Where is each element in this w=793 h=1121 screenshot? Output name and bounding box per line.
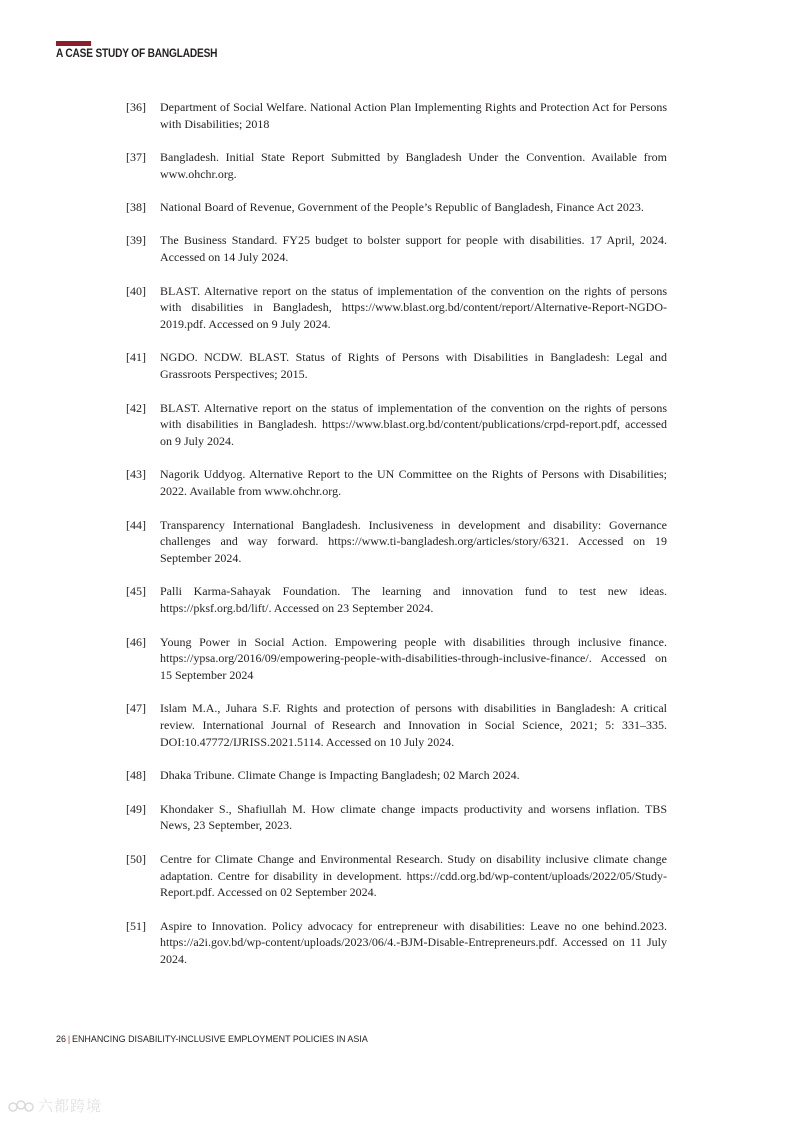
reference-item xyxy=(126,767,667,784)
reference-item xyxy=(126,851,667,901)
reference-item xyxy=(126,232,667,266)
reference-text: The Business Standard. FY25 budget to bolster support for people with disabilities. 17 April, 2024. Accessed on 14 July 2024. xyxy=(160,233,667,265)
reference-item xyxy=(126,583,667,617)
watermark-logo-icon xyxy=(8,1099,34,1113)
reference-number: [40] xyxy=(126,283,146,298)
reference-item xyxy=(126,801,667,835)
reference-number: [48] xyxy=(126,768,146,783)
reference-text: Bangladesh. Initial State Report Submitted by Bangladesh Under the Convention. Available from www.ohchr.org. xyxy=(160,150,667,181)
reference-text: Dhaka Tribune. Climate Change is Impacting Bangladesh; 02 March 2024. xyxy=(160,768,520,783)
reference-number: [44] xyxy=(126,517,146,532)
reference-text: Transparency International Bangladesh. Inclusiveness in development and disability: Governance challenges and way forward. https://www.ti-bangladesh.org/articles/story/6321. Accessed on 19 September 2024. xyxy=(160,517,667,566)
reference-number: [42] xyxy=(126,400,146,415)
footer-separator: | xyxy=(67,1034,71,1045)
reference-number: [51] xyxy=(126,918,146,933)
reference-text: Centre for Climate Change and Environmental Research. Study on disability inclusive climate change adaptation. Centre for disability in development. https://cdd.org.bd/wp-content/uploads/2022/05/Study-Report.pdf. Accessed on 02 September 2024. xyxy=(160,851,667,900)
reference-text: Aspire to Innovation. Policy advocacy for entrepreneur with disabilities: Leave no one behind.2023. https://a2i.gov.bd/wp-content/uploads/2023/06/4.-BJM-Disable-Entrepreneurs.pdf. Accessed on 11 July 2024. xyxy=(160,918,667,967)
reference-text: National Board of Revenue, Government of the People’s Republic of Bangladesh, Finance Act 2023. xyxy=(160,200,644,215)
reference-number: [47] xyxy=(126,701,146,716)
page-footer xyxy=(56,1034,368,1045)
reference-item xyxy=(126,283,667,333)
reference-number: [46] xyxy=(126,634,146,649)
reference-item xyxy=(126,918,667,968)
reference-number: [39] xyxy=(126,233,146,248)
running-header-title: A CASE STUDY OF BANGLADESH xyxy=(56,48,218,60)
header-accent-bar xyxy=(56,41,91,46)
reference-number: [38] xyxy=(126,200,146,215)
reference-number: [41] xyxy=(126,350,146,365)
reference-number: [49] xyxy=(126,801,146,816)
reference-number: [43] xyxy=(126,467,146,482)
reference-text: Department of Social Welfare. National Action Plan Implementing Rights and Protection Act for Persons with Disabilities; 2018 xyxy=(160,100,667,131)
reference-item xyxy=(126,400,667,450)
reference-item xyxy=(126,199,667,216)
reference-number: [45] xyxy=(126,584,146,599)
watermark xyxy=(8,1095,102,1116)
reference-item xyxy=(126,349,667,383)
reference-number: [36] xyxy=(126,100,146,114)
reference-number: [37] xyxy=(126,150,146,165)
reference-item xyxy=(126,700,667,750)
reference-text: Palli Karma-Sahayak Foundation. The learning and innovation fund to test new ideas. https://pksf.org.bd/lift/. Accessed on 23 September 2024. xyxy=(160,584,667,616)
reference-text: Young Power in Social Action. Empowering people with disabilities through inclusive finance. https://ypsa.org/2016/09/empowering-people-with-disabilities-through-inclusive-finance/. Accessed on 15 September 2024 xyxy=(160,634,667,683)
reference-text: Islam M.A., Juhara S.F. Rights and protection of persons with disabilities in Bangladesh: A critical review. International Journal of Research and Innovation in Social Science, 2021; 5: 331–335. DOI:10.47772/IJRISS.2021.5114. Accessed on 10 July 2024. xyxy=(160,701,667,750)
reference-text: Nagorik Uddyog. Alternative Report to the UN Committee on the Rights of Persons with Disabilities; 2022. Available from www.ohchr.org. xyxy=(160,467,667,499)
reference-number: [50] xyxy=(126,851,146,866)
reference-text: Khondaker S., Shafiullah M. How climate change impacts productivity and worsens inflation. TBS News, 23 September, 2023. xyxy=(160,801,667,833)
footer-title: ENHANCING DISABILITY-INCLUSIVE EMPLOYMENT POLICIES IN ASIA xyxy=(72,1034,368,1045)
reference-text: BLAST. Alternative report on the status of implementation of the convention on the rights of persons with disabilities in Bangladesh, https://www.blast.org.bd/content/report/Alternative-Report-NGDO-2019.pdf. Accessed on 9 July 2024. xyxy=(160,283,667,332)
watermark-text: 六都跨境 xyxy=(38,1097,103,1115)
reference-item xyxy=(126,466,667,500)
reference-text: BLAST. Alternative report on the status of implementation of the convention on the rights of persons with disabilities in Bangladesh. https://www.blast.org.bd/content/publications/crpd-report.pdf, accessed on 9 July 2024. xyxy=(160,400,667,449)
reference-item xyxy=(126,149,667,183)
reference-list xyxy=(126,99,667,984)
page-number: 26 xyxy=(56,1034,66,1045)
reference-item xyxy=(126,634,667,684)
reference-item xyxy=(126,99,667,133)
reference-item xyxy=(126,517,667,567)
reference-text: NGDO. NCDW. BLAST. Status of Rights of Persons with Disabilities in Bangladesh: Legal and Grassroots Perspectives; 2015. xyxy=(160,350,667,382)
